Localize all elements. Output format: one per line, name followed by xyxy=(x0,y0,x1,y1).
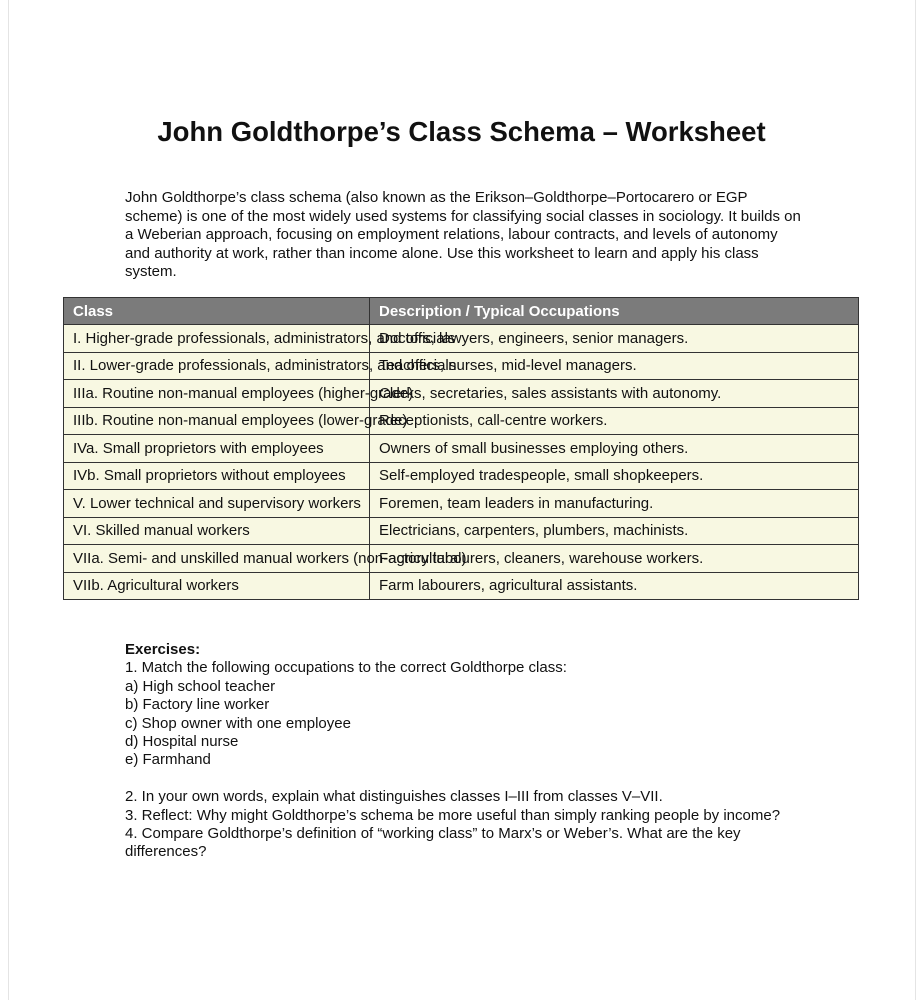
class-label: V. Lower technical and supervisory workers xyxy=(73,494,361,512)
class-label: IVa. Small proprietors with employees xyxy=(73,439,324,457)
table-row xyxy=(64,407,859,435)
question-1: 1. Match the following occupations to the correct Goldthorpe class: xyxy=(125,659,567,677)
table-row xyxy=(64,517,859,545)
description-cell: Foremen, team leaders in manufacturing. xyxy=(370,490,859,518)
question-1-item: e) Farmhand xyxy=(125,751,211,769)
class-label: I. Higher-grade professionals, administrators, and officials xyxy=(73,329,456,347)
description-cell: Owners of small businesses employing others. xyxy=(370,435,859,463)
description-cell: Farm labourers, agricultural assistants. xyxy=(370,572,859,600)
class-cell xyxy=(64,490,370,518)
question-1-item: d) Hospital nurse xyxy=(125,733,239,751)
class-label: II. Lower-grade professionals, administrators, and officials xyxy=(73,357,457,375)
question-3: 3. Reflect: Why might Goldthorpe’s schema be more useful than simply ranking people by income? xyxy=(125,806,781,824)
table-row xyxy=(64,435,859,463)
question-1-item: b) Factory line worker xyxy=(125,696,270,714)
exercises-section xyxy=(125,641,825,862)
class-cell xyxy=(64,325,456,353)
description-cell: Teachers, nurses, mid-level managers. xyxy=(370,352,859,380)
description-cell: Electricians, carpenters, plumbers, machinists. xyxy=(370,517,859,545)
table-row xyxy=(64,352,859,380)
class-cell xyxy=(64,352,457,380)
question-1-item: a) High school teacher xyxy=(125,677,276,695)
class-label: VIIa. Semi- and unskilled manual workers (non-agricultural) xyxy=(73,549,467,567)
page-title: John Goldthorpe’s Class Schema – Worksheet xyxy=(157,116,766,147)
class-label: IIIa. Routine non-manual employees (higher-grade) xyxy=(73,384,414,402)
description-cell: Clerks, secretaries, sales assistants with autonomy. xyxy=(370,380,859,408)
class-cell xyxy=(64,407,408,435)
intro-paragraph: John Goldthorpe’s class schema (also known as the Erikson–Goldthorpe–Portocarero or EGP scheme) is one of the most widely used systems for classifying social classes in sociology. It builds on a Weberian approach, focusing on employment relations, labour contracts, and levels of autonomy and authority at work, rather than income alone. Use this worksheet to learn and apply his class system. xyxy=(125,189,801,281)
class-label: IIIb. Routine non-manual employees (lower-grade) xyxy=(73,412,408,430)
table-row xyxy=(64,490,859,518)
class-label: VIIb. Agricultural workers xyxy=(73,577,239,595)
description-cell: Receptionists, call-centre workers. xyxy=(370,407,859,435)
table-row xyxy=(64,325,859,353)
table-row xyxy=(64,380,859,408)
table-row xyxy=(64,545,859,573)
table-header-row xyxy=(64,298,859,325)
description-cell: Doctors, lawyers, engineers, senior managers. xyxy=(370,325,859,353)
class-cell xyxy=(64,517,370,545)
question-4: 4. Compare Goldthorpe’s definition of “working class” to Marx’s or Weber’s. What are the key differences? xyxy=(125,825,741,861)
table-row xyxy=(64,572,859,600)
class-cell xyxy=(64,435,370,463)
question-1-item: c) Shop owner with one employee xyxy=(125,714,351,732)
class-cell xyxy=(64,572,370,600)
exercises-heading: Exercises: xyxy=(125,641,201,658)
description-cell: Self-employed tradespeople, small shopkeepers. xyxy=(370,462,859,490)
header-description: Description / Typical Occupations xyxy=(370,298,859,325)
class-cell xyxy=(64,545,467,573)
class-cell xyxy=(64,462,370,490)
class-table xyxy=(63,297,859,600)
header-class: Class xyxy=(64,298,370,325)
question-2: 2. In your own words, explain what distinguishes classes I–III from classes V–VII. xyxy=(125,788,663,806)
table-row xyxy=(64,462,859,490)
class-label: IVb. Small proprietors without employees xyxy=(73,467,346,485)
class-cell xyxy=(64,380,414,408)
class-label: VI. Skilled manual workers xyxy=(73,522,250,540)
description-cell: Factory labourers, cleaners, warehouse workers. xyxy=(370,545,859,573)
